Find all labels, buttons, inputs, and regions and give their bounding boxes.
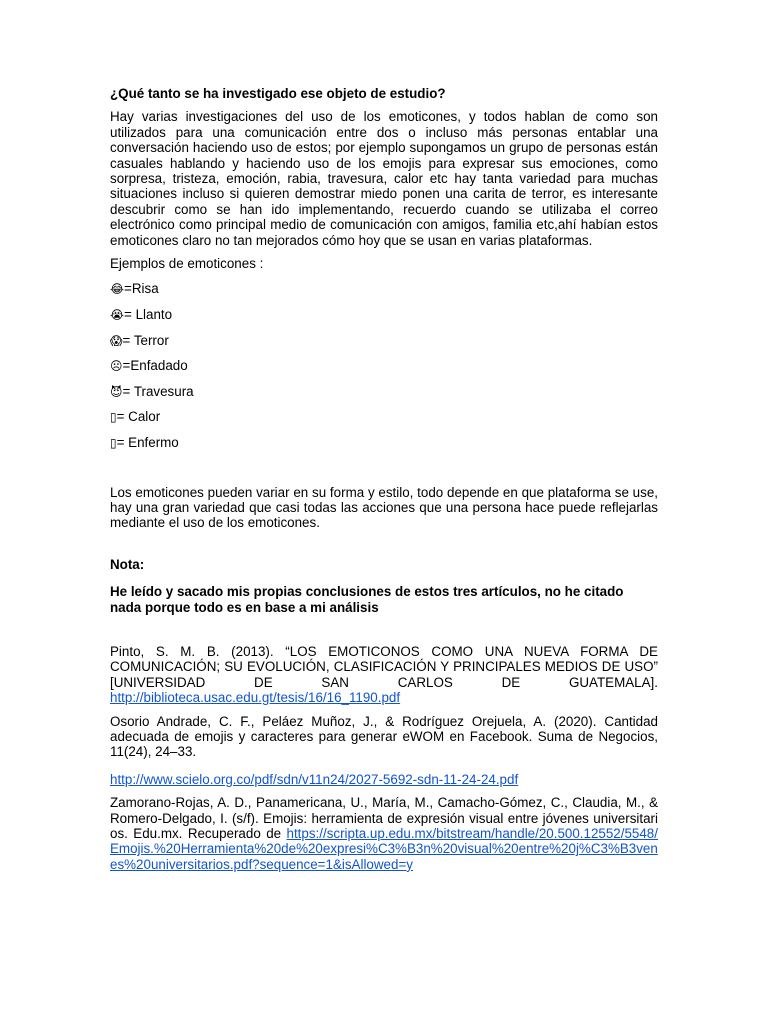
spacer xyxy=(110,461,658,485)
spacer xyxy=(110,623,658,644)
emoticon-label: = Terror xyxy=(122,332,169,348)
emoticon-label: = Llanto xyxy=(124,307,173,323)
emoticon-label: =Enfadado xyxy=(122,358,188,374)
emoticon-item-terror xyxy=(110,333,658,348)
missing-glyph-icon: ▯ xyxy=(110,435,117,450)
reference-2 xyxy=(110,714,658,760)
examples-title: Ejemplos de emoticones : xyxy=(110,256,264,272)
reference-2-text: Osorio Andrade, C. F., Peláez Muñoz, J., & Rodríguez Orejuela, A. (2020). Cantidad adecuada de emojis y caracteres para generar eWOM en Facebook. Suma de Negocios, 11(24), 24–33. xyxy=(110,713,658,760)
emoticon-label: = Travesura xyxy=(122,383,194,399)
spacer xyxy=(110,539,658,557)
reference-3-link[interactable]: https://scripta.up.edu.mx/bitstream/handle/20.500.12552/5548/Emojis.%20Herramienta%20de%20expresi%C3%B3n%20visual%20entre%20j%C3%B3venes%20universitarios.pdf?sequence=1&isAllowed=y xyxy=(110,826,658,872)
missing-glyph-icon: ▯ xyxy=(110,410,117,425)
emoticon-list xyxy=(110,281,658,450)
variation-paragraph: Los emoticones pueden variar en su forma y estilo, todo depende en que plataforma se use, hay una gran variedad que casi todas las acciones que una persona hace puede reflejarlas mediante el uso de los emoticones. xyxy=(110,484,658,531)
emoticon-label: =Risa xyxy=(124,281,159,297)
reference-2-link-paragraph xyxy=(110,772,658,787)
question-heading: ¿Qué tanto se ha investigado ese objeto de estudio? xyxy=(110,86,446,101)
crying-face-icon: 😭 xyxy=(110,308,125,323)
reference-3 xyxy=(110,795,658,872)
emoticon-label: = Enfermo xyxy=(116,434,179,450)
angry-face-icon: ☹ xyxy=(110,359,123,374)
emoticon-item-enfadado xyxy=(110,358,658,373)
reference-3-text: Zamorano-Rojas, A. D., Panamericana, U., María, M., Camacho-Gómez, C., Claudia, M., & Romero-Delgado, I. (s/f). Emojis: herramienta de expresión visual entre jóvenes universitarios. Edu.mx. Recuperado de xyxy=(110,795,658,842)
emoticon-item-travesura xyxy=(110,384,658,399)
note-label: Nota: xyxy=(110,556,145,572)
laughing-face-icon: 😂 xyxy=(110,282,125,297)
emoticon-item-risa xyxy=(110,281,658,296)
intro-paragraph: Hay varias investigaciones del uso de los emoticones, y todos hablan de como son utilizados para una comunicación entre dos o incluso más personas entablar una conversación haciendo uso de estos; por ejemplo supongamos un grupo de personas están casuales hablando y haciendo uso de los emojis para expresar sus emociones, como sorpresa, tristeza, emoción, rabia, travesura, calor etc hay tanta variedad para muchas situaciones incluso si quieren demostrar miedo ponen una carita de terror, es interesante descubrir como se han ido implementando, recuerdo cuando se utilizaba el correo electrónico como principal medio de comunicación con amigos, familia etc,ahí habían estos emoticones claro no tan mejorados cómo hoy que se usan en varias plataformas. xyxy=(110,109,658,248)
emoticon-label: = Calor xyxy=(116,409,161,425)
note-text: He leído y sacado mis propias conclusiones de estos tres artículos, no he citado nada porque todo es en base a mi análisis xyxy=(110,584,624,615)
reference-1-link[interactable]: http://biblioteca.usac.edu.gt/tesis/16/16_1190.pdf xyxy=(110,690,401,706)
reference-2-link[interactable]: http://www.scielo.org.co/pdf/sdn/v11n24/2027-5692-sdn-11-24-24.pdf xyxy=(110,771,519,787)
document-page xyxy=(110,86,658,880)
emoticon-item-calor xyxy=(110,409,658,424)
mischief-face-icon: 😈 xyxy=(110,384,123,399)
terror-face-icon: 😱 xyxy=(110,333,123,348)
emoticon-item-llanto xyxy=(110,307,658,322)
emoticon-item-enfermo xyxy=(110,435,658,450)
reference-1 xyxy=(110,644,658,706)
reference-1-text: Pinto, S. M. B. (2013). “LOS EMOTICONOS COMO UNA NUEVA FORMA DE COMUNICACIÓN; SU EVOLUCIÓN, CLASIFICACIÓN Y PRINCIPALES MEDIOS DE USO” [UNIVERSIDAD DE SAN CARLOS DE GUATEMALA]. xyxy=(110,643,658,690)
